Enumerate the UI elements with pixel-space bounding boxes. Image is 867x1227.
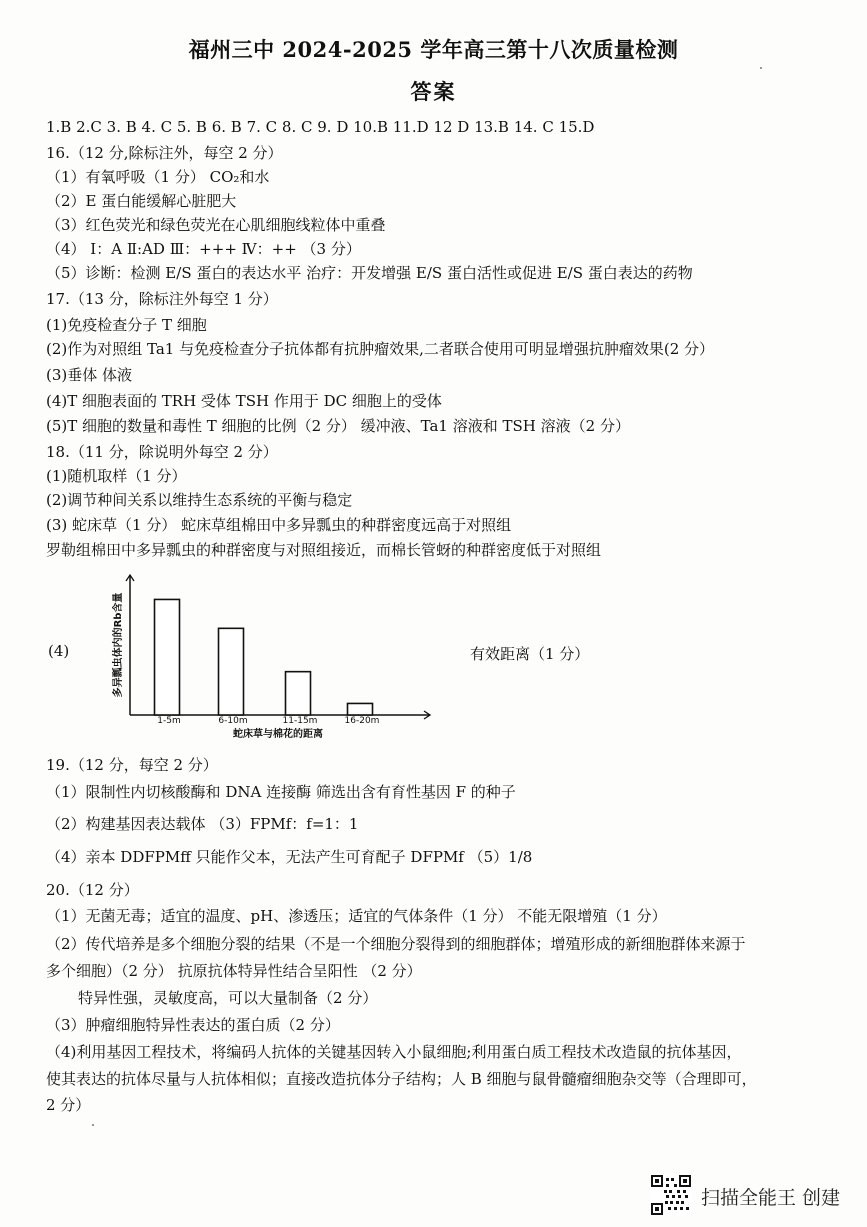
- q20-1: （1）无菌无毒；适宜的温度、pH、渗透压；适宜的气体条件（1 分） 不能无限增殖（1 分）: [46, 907, 667, 925]
- q16-4: （4） Ⅰ：A Ⅱ:AD Ⅲ：+++ Ⅳ：++ （3 分）: [46, 240, 361, 258]
- scanner-brand: 扫描全能王 创建: [701, 1187, 841, 1209]
- q20-4a: （4)利用基因工程技术，将编码人抗体的关键基因转入小鼠细胞;利用蛋白质工程技术改造鼠的抗体基因，: [46, 1043, 742, 1061]
- page-title: 福州三中 2024-2025 学年高三第十八次质量检测: [188, 37, 679, 62]
- q18-4-right: 有效距离（1 分）: [470, 645, 590, 663]
- q16-header: 16.（12 分,除标注外，每空 2 分）: [46, 144, 283, 162]
- q16-1: （1）有氧呼吸（1 分） CO₂和水: [46, 168, 270, 186]
- q20-4c: 2 分）: [46, 1096, 91, 1114]
- q20-2a: （2）传代培养是多个细胞分裂的结果（不是一个细胞分裂得到的细胞群体；增殖形成的新细胞群体来源于: [46, 935, 746, 953]
- q20-header: 20.（12 分）: [46, 881, 139, 899]
- bar: [286, 672, 311, 715]
- bar: [219, 628, 244, 715]
- q18-3: (3) 蛇床草（1 分） 蛇床草组棉田中多异瓢虫的种群密度远高于对照组: [46, 516, 512, 534]
- bar: [348, 703, 373, 715]
- choice-answers: 1.B 2.C 3. B 4. C 5. B 6. B 7. C 8. C 9. D 10.B 11.D 12 D 13.B 14. C 15.D: [46, 118, 595, 136]
- q20-2b: 多个细胞）（2 分） 抗原抗体特异性结合呈阳性 （2 分）: [46, 962, 422, 980]
- page-subtitle: 答案: [410, 79, 457, 104]
- q19-3: （4）亲本 DDFPMff 只能作父本，无法产生可育配子 DFPMf （5）1/8: [46, 848, 533, 866]
- bar: [155, 599, 180, 715]
- scan-speck: [760, 67, 762, 69]
- q17-5: (5)T 细胞的数量和毒性 T 细胞的比例（2 分） 缓冲液、Ta1 溶液和 TSH 溶液（2 分）: [46, 417, 630, 435]
- q17-4: (4)T 细胞表面的 TRH 受体 TSH 作用于 DC 细胞上的受体: [46, 392, 442, 410]
- q18-2: (2)调节种间关系以维持生态系统的平衡与稳定: [46, 491, 353, 509]
- q20-3: （3）肿瘤细胞特异性表达的蛋白质（2 分）: [46, 1016, 340, 1034]
- q17-1: (1)免疫检查分子 T 细胞: [46, 316, 207, 334]
- q17-header: 17.（13 分，除标注外每空 1 分）: [46, 290, 278, 308]
- q18-header: 18.（11 分，除说明外每空 2 分）: [46, 443, 278, 461]
- q20-2c: 特异性强，灵敏度高，可以大量制备（2 分）: [78, 989, 378, 1007]
- q19-2: （2）构建基因表达载体 （3）FPMf：f=1：1: [46, 815, 359, 833]
- q19-header: 19.（12 分，每空 2 分）: [46, 756, 218, 774]
- q20-4b: 使其表达的抗体尽量与人抗体相似；直接改造抗体分子结构；人 B 细胞与鼠骨髓瘤细胞杂交等（合理即可，: [46, 1070, 757, 1088]
- qr-code-icon: [650, 1174, 692, 1216]
- q18-1: (1)随机取样（1 分）: [46, 467, 187, 485]
- q16-5: （5）诊断：检测 E/S 蛋白的表达水平 治疗：开发增强 E/S 蛋白活性或促进 E/S 蛋白表达的药物: [46, 264, 693, 282]
- x-tick-label: 16-20m: [344, 716, 380, 726]
- q19-1: （1）限制性内切核酸酶和 DNA 连接酶 筛选出含有育性基因 F 的种子: [46, 783, 516, 801]
- x-tick-label: 11-15m: [282, 716, 318, 726]
- q18-3b: 罗勒组棉田中多异瓢虫的种群密度与对照组接近，而棉长管蚜的种群密度低于对照组: [46, 541, 602, 559]
- q17-2: (2)作为对照组 Ta1 与免疫检查分子抗体都有抗肿瘤效果,二者联合使用可明显增强抗肿瘤效果(2 分）: [46, 340, 715, 358]
- scan-speck: [92, 1124, 94, 1126]
- q18-4-label: (4): [48, 642, 70, 660]
- bar-chart-container: [90, 567, 450, 751]
- x-tick-label: 1-5m: [157, 716, 181, 726]
- x-axis-label: 蛇床草与棉花的距离: [233, 729, 323, 740]
- y-axis-label: 多异瓢虫体内的Rb含量: [113, 592, 124, 698]
- q16-3: （3）红色荧光和绿色荧光在心肌细胞线粒体中重叠: [46, 216, 386, 234]
- q16-2: （2）E 蛋白能缓解心脏肥大: [46, 192, 237, 210]
- bar-chart: [90, 567, 450, 751]
- q17-3: (3)垂体 体液: [46, 366, 133, 384]
- x-tick-label: 6-10m: [218, 716, 248, 726]
